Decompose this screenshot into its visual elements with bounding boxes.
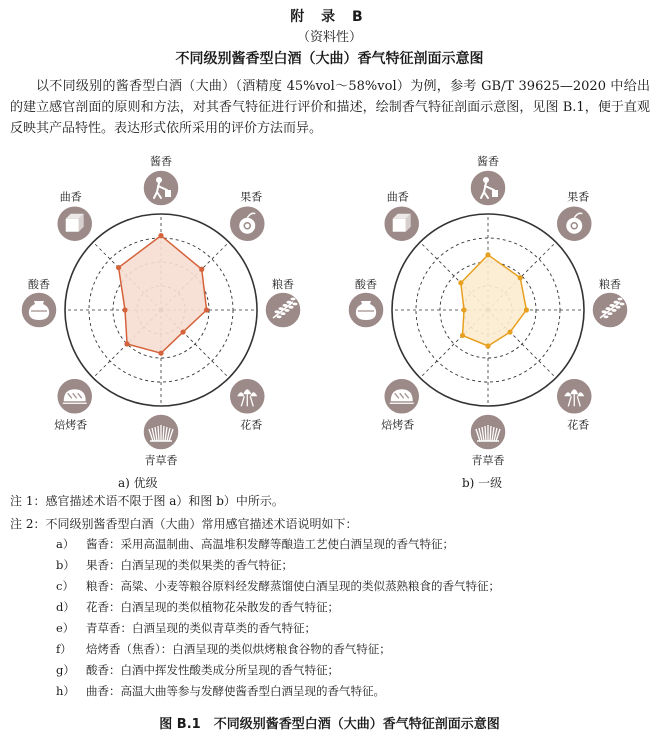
term-item <box>56 599 339 615</box>
radar-point-4 <box>485 343 490 348</box>
term-item <box>56 662 339 678</box>
term-item-label: f） <box>56 642 72 656</box>
axis-label-6: 酸香 <box>355 278 377 291</box>
axis-label-0: 酱香 <box>477 155 499 168</box>
radar-area <box>461 255 527 346</box>
radar-point-4 <box>158 351 163 356</box>
radar-point-6 <box>461 307 466 312</box>
axis-label-1: 果香 <box>240 190 263 204</box>
radar-point-1 <box>518 275 523 280</box>
term-item-label: b） <box>56 558 75 572</box>
jar-icon <box>21 292 57 328</box>
term-item-text: 曲香：高温大曲等参与发酵使酱香型白酒呈现的香气特征。 <box>86 684 385 698</box>
term-item-label: h） <box>56 684 75 698</box>
bread-icon <box>57 378 93 414</box>
term-item-text: 花香：白酒呈现的类似植物花朵散发的香气特征； <box>86 600 339 614</box>
term-item-label: a） <box>56 537 75 551</box>
term-item <box>56 557 293 573</box>
term-item <box>56 536 454 552</box>
axis-label-7: 曲香 <box>59 190 82 204</box>
chart-subtitle-first-grade: b) 一级 <box>462 476 503 490</box>
flower-icon <box>229 378 265 414</box>
radar-point-7 <box>116 265 121 270</box>
radar-point-1 <box>199 267 204 272</box>
radar-point-2 <box>524 307 529 312</box>
chart-subtitle-premium: a) 优级 <box>118 476 158 490</box>
radar-point-3 <box>180 329 185 334</box>
term-item <box>56 578 500 594</box>
term-item <box>56 620 316 636</box>
radar-chart-first-grade <box>328 150 658 480</box>
intro-paragraph: 以不同级别的酱香型白酒（大曲）（酒精度 45%vol～58%vol）为例，参考 GB/T 39625—2020 中给出的建立感官剖面的原则和方法，对其香气特征进行评价和描述，绘制香气特征剖面示意图，见图 B.1，便于直观反映其产品特性。表达形式依所采用的评价方法而异。 <box>10 79 650 136</box>
term-item-label: g） <box>56 663 75 677</box>
term-item-text: 酸香：白酒中挥发性酸类成分所呈现的香气特征； <box>86 663 339 677</box>
radar-point-2 <box>204 307 209 312</box>
term-item-text: 粮香：高粱、小麦等粮谷原料经发酵蒸馏使白酒呈现的类似蒸熟粮食的香气特征； <box>86 579 500 593</box>
radar-point-6 <box>122 307 127 312</box>
jar-icon <box>348 292 384 328</box>
radar-point-7 <box>458 280 463 285</box>
fruit-icon <box>229 206 265 242</box>
term-item-text: 焙烤香（焦香）：白酒呈现的类似烘烤粮食谷物的香气特征； <box>86 642 391 656</box>
flower-icon <box>556 378 592 414</box>
radar-chart-premium <box>1 150 331 480</box>
appendix-heading: 附 录 B <box>290 9 369 25</box>
axis-label-3: 花香 <box>240 418 263 432</box>
term-item-label: c） <box>56 579 74 593</box>
term-item <box>56 683 385 699</box>
radar-point-3 <box>507 329 512 334</box>
axis-label-5: 焙烤香 <box>381 418 415 432</box>
axis-label-7: 曲香 <box>386 190 409 204</box>
appendix-title: 不同级别酱香型白酒（大曲）香气特征剖面示意图 <box>175 51 484 67</box>
figure-icon <box>470 170 506 206</box>
term-item-text: 果香：白酒呈现的类似果类的香气特征； <box>86 558 293 572</box>
block-icon <box>384 206 420 242</box>
grass-icon <box>470 414 506 450</box>
term-item-text: 青草香：白酒呈现的类似青草类的香气特征； <box>86 621 316 635</box>
axis-label-2: 粮香 <box>272 278 294 291</box>
radar-area <box>119 236 207 354</box>
grass-icon <box>143 414 179 450</box>
axis-label-5: 焙烤香 <box>54 418 88 432</box>
figure-icon <box>143 170 179 206</box>
axis-label-1: 果香 <box>567 190 590 204</box>
figure-caption: 图 B.1 不同级别酱香型白酒（大曲）香气特征剖面示意图 <box>159 717 500 732</box>
fruit-icon <box>556 206 592 242</box>
term-item <box>56 641 391 657</box>
term-item-label: d） <box>56 600 75 614</box>
grain-icon <box>265 292 301 328</box>
axis-label-3: 花香 <box>567 418 590 432</box>
grain-icon <box>592 292 628 328</box>
bread-icon <box>384 378 420 414</box>
axis-label-2: 粮香 <box>599 278 621 291</box>
appendix-type: （资料性） <box>296 30 362 45</box>
block-icon <box>57 206 93 242</box>
radar-point-5 <box>460 333 465 338</box>
note-1: 注 1：感官描述术语不限于图 a）和图 b）中所示。 <box>10 494 284 508</box>
axis-label-6: 酸香 <box>28 278 50 291</box>
radar-point-0 <box>485 252 490 257</box>
term-item-label: e） <box>56 621 75 635</box>
axis-label-4: 青草香 <box>471 454 505 467</box>
axis-label-0: 酱香 <box>150 155 172 168</box>
radar-point-0 <box>158 233 163 238</box>
note-2: 注 2：不同级别酱香型白酒（大曲）常用感官描述术语说明如下： <box>10 517 358 531</box>
axis-label-4: 青草香 <box>144 454 178 467</box>
term-item-text: 酱香：采用高温制曲、高温堆积发酵等酿造工艺使白酒呈现的香气特征； <box>86 537 454 551</box>
radar-point-5 <box>124 341 129 346</box>
